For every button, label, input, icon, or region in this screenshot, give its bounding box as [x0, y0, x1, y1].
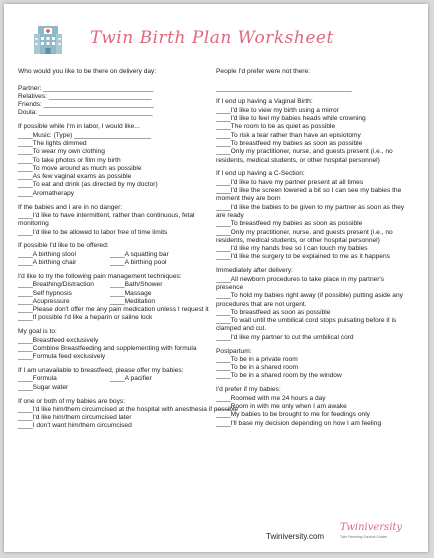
- option-item: ____Bath/Shower: [110, 281, 163, 289]
- option-item: ____Meditation: [110, 297, 156, 305]
- option-item: ____A squatting bar: [110, 250, 169, 258]
- worksheet-line: ____To wait until the umbilical cord stops pulsating before it is clamped and cut.: [216, 317, 397, 333]
- worksheet-section: [216, 267, 412, 342]
- worksheet-line: ____I'd like the screen lowered a bit so I can see my babies the moment they are born: [216, 187, 402, 203]
- worksheet-section: [216, 386, 412, 427]
- worksheet-line: ____I'd like to be allowed to labor free of time limits: [18, 228, 168, 236]
- worksheet-line: ____Formula feed exclusively: [18, 353, 106, 361]
- worksheet-line: ____The room to be as quiet as possible: [216, 123, 336, 131]
- option-item: ____A birthing stool: [18, 250, 76, 258]
- option-row: [18, 375, 214, 383]
- worksheet-section: [216, 170, 412, 261]
- worksheet-line: ____Sugar water: [18, 383, 69, 391]
- footer-url: Twiniversity.com: [266, 532, 325, 541]
- option-row: [18, 259, 214, 267]
- option-item: ____A birthing chair: [18, 259, 77, 267]
- section-heading: Immediately after delivery:: [216, 267, 293, 275]
- worksheet-line: ____I'd like to view my birth using a mirror: [216, 106, 339, 114]
- section-heading: If I am unavailable to breastfeed, please offer my babies:: [18, 367, 184, 375]
- footer-logo: Twiniversity: [340, 522, 403, 533]
- worksheet-section: [18, 123, 214, 198]
- worksheet-line: ____I'd like to have intermittent, rather than continuous, fetal monitoring: [18, 211, 195, 228]
- worksheet-section: [18, 397, 239, 431]
- option-row: [18, 251, 214, 259]
- worksheet-line: Doula: _______________________________: [18, 109, 153, 117]
- section-heading: My goal is to:: [18, 328, 57, 336]
- header: [4, 4, 428, 66]
- section-heading: If I end up having a Vaginal Birth:: [216, 98, 313, 106]
- worksheet-section: [18, 68, 214, 118]
- worksheet-line: ____I'd like to have my partner present at all times: [216, 178, 364, 186]
- section-heading: Who would you like to be there on delivery day:: [18, 68, 157, 75]
- worksheet-line: ____To breastfeed my babies as soon as possible: [216, 220, 363, 228]
- page-title: Twin Birth Plan Worksheet: [90, 28, 334, 48]
- worksheet-line: ____To risk a tear rather than have an episiotomy: [216, 131, 361, 139]
- worksheet-line: Relatives: ____________________________: [18, 92, 152, 100]
- worksheet-line: ____All newborn procedures to take place in my partner's presence: [216, 275, 385, 291]
- option-item: ____Breathing/Distraction: [18, 281, 94, 289]
- worksheet-line: ____To move around as much as possible: [18, 164, 142, 172]
- worksheet-section: [18, 367, 214, 392]
- worksheet-line: ____To eat and drink (as directed by my doctor): [18, 181, 158, 189]
- worksheet-line: ____The lights dimmed: [18, 139, 87, 147]
- worksheet-section: [18, 273, 214, 323]
- worksheet-line: ____To wear my own clothing: [18, 148, 105, 156]
- option-row: [18, 298, 214, 306]
- worksheet-line: ____Room in with me only when I am awake: [216, 402, 347, 410]
- hospital-building-icon: [32, 22, 64, 56]
- worksheet-line: [216, 76, 412, 84]
- worksheet-line: ____Only my practitioner, nurse, and guests present (i.e., no residents, medical students, or other hospital personnel): [216, 228, 393, 244]
- worksheet-line: ____To be in a private room: [216, 355, 298, 363]
- worksheet-line: ____I'll base my decision depending on how I am feeling: [216, 419, 382, 427]
- section-heading: I'd prefer if my babies:: [216, 386, 281, 394]
- worksheet-line: ____I'd like him/them circumcised later: [18, 414, 132, 422]
- worksheet-line: [18, 76, 214, 84]
- section-heading: If I end up having a C-Section:: [216, 170, 305, 178]
- option-item: ____Acupressure: [18, 297, 70, 305]
- worksheet-line: ____To hold my babies right away (if possible) putting aside any procedures that are not urgent.: [216, 292, 403, 308]
- footer-tagline: Twin Parenting Survival Guides: [340, 535, 388, 539]
- worksheet-line: ____Only my practitioner, nurse, and guests present (i.e., no residents, medical students, or other hospital personnel): [216, 148, 393, 164]
- worksheet-line: ____I'd like him/them circumcised at the hospital with anesthesia if possible: [18, 405, 239, 413]
- worksheet-line: ____Aromatherapy: [18, 189, 75, 197]
- worksheet-line: Partner: ______________________________: [18, 84, 154, 92]
- section-heading: If possible I'd like to be offered:: [18, 242, 109, 250]
- worksheet-line: ____If possible I'd like a heparin or saline lock: [18, 314, 153, 322]
- section-heading: Postpartum:: [216, 347, 252, 355]
- option-item: ____A birthing pool: [110, 259, 167, 267]
- worksheet-section: [216, 348, 412, 381]
- worksheet-line: ____I'd like my hands free so I can touch my babies: [216, 245, 368, 253]
- option-item: ____Massage: [110, 289, 152, 297]
- worksheet-section: [216, 98, 412, 164]
- worksheet-section: [18, 242, 214, 267]
- worksheet-line: ____To be in a shared room by the window: [216, 372, 342, 380]
- worksheet-line: ____Breastfeed exclusively: [18, 336, 99, 344]
- worksheet-line: ____To take photos or film my birth: [18, 156, 121, 164]
- option-row: [18, 281, 214, 289]
- section-heading: I'd like to try the following pain management techniques:: [18, 272, 182, 280]
- worksheet-line: ____My babies to be brought to me for feedings only: [216, 411, 370, 419]
- section-heading: If the babies and I are in no danger:: [18, 203, 123, 211]
- right-column: [216, 68, 412, 433]
- worksheet-line: ____As few vaginal exams as possible: [18, 173, 132, 181]
- option-item: ____Formula: [18, 375, 57, 383]
- section-heading: If possible while I'm in labor, I would like...: [18, 123, 140, 131]
- worksheet-line: Friends: ______________________________: [18, 101, 154, 109]
- worksheet-section: [18, 328, 214, 361]
- worksheet-line: ____Please don't offer me any pain medication unless I request it: [18, 306, 209, 314]
- worksheet-line: ____Music: (Type) _____________________: [18, 131, 152, 139]
- worksheet-line: ____To breastfeed as soon as possible: [216, 308, 331, 316]
- section-heading: If one or both of my babies are boys:: [18, 397, 126, 405]
- worksheet-line: ____I'd like the surgery to be explained to me as it happens: [216, 253, 390, 261]
- worksheet-line: ____I'd like the babies to be given to my partner as soon as they are ready: [216, 203, 405, 219]
- worksheet-line: ____To breastfeed my babies as soon as possible: [216, 139, 363, 147]
- section-heading: People I'd prefer were not there:: [216, 68, 310, 75]
- worksheet-section: [18, 204, 214, 237]
- worksheet-line: ____Combine Breastfeeding and supplementing with formula: [18, 344, 197, 352]
- worksheet-line: ____I'd like to feel my babies heads while crowning: [216, 115, 366, 123]
- worksheet-line: ____I'd like my partner to cut the umbilical cord: [216, 333, 354, 341]
- worksheet-line: ____I don't want him/them circumcised: [18, 422, 132, 430]
- worksheet-line: ____Roomed with me 24 hours a day: [216, 394, 326, 402]
- worksheet-line: _____________________________________: [216, 84, 352, 92]
- worksheet-line: ____To be in a shared room: [216, 364, 299, 372]
- option-item: ____A pacifier: [110, 375, 152, 383]
- option-item: ____Self hypnosis: [18, 289, 72, 297]
- worksheet-section: [216, 68, 412, 93]
- option-row: [18, 290, 214, 298]
- worksheet-page: [4, 4, 428, 552]
